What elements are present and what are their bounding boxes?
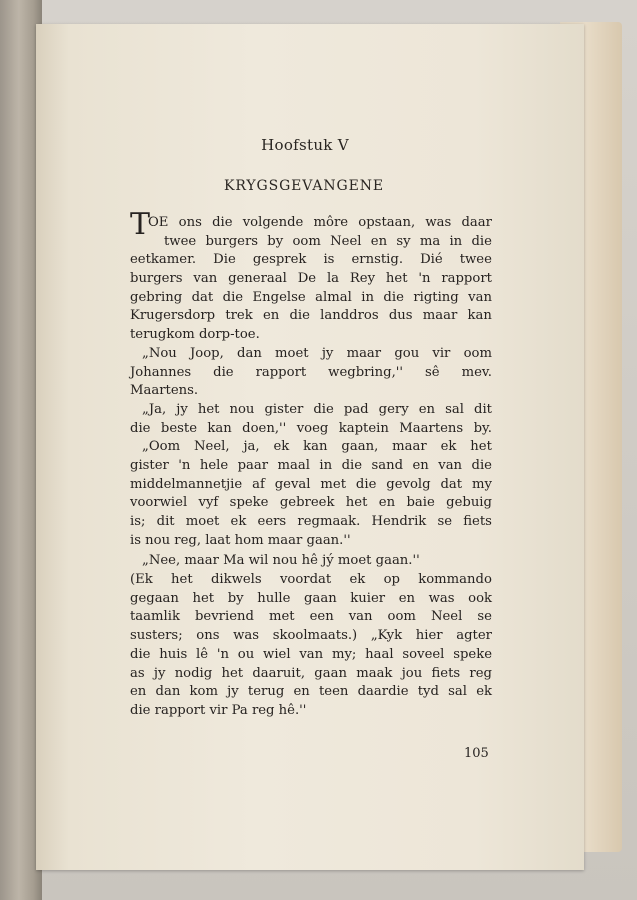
text-line: „Ja, jy het nou gister die pad gery en sal dit: [142, 401, 492, 417]
text-line: terugkom dorp-toe.: [130, 327, 260, 343]
text-line: „Oom Neel, ja, ek kan gaan, maar ek het: [142, 439, 492, 455]
text-line: „Nee, maar Ma wil nou hê jý moet gaan.'': [142, 553, 420, 569]
drop-cap: T: [130, 207, 151, 242]
text-line: burgers van generaal De la Rey het 'n rapport: [130, 271, 492, 287]
text-line: is; dit moet ek eers regmaak. Hendrik se fiets: [130, 514, 492, 529]
text-line: Johannes die rapport wegbring,'' sê mev.: [130, 364, 492, 380]
body-text: [130, 214, 492, 721]
text-line: OE ons die volgende môre opstaan, was daar: [148, 215, 492, 230]
page-number: 105: [464, 746, 489, 761]
text-line: gebring dat die Engelse almal in die rigting van: [130, 289, 492, 305]
text-line: is nou reg, laat hom maar gaan.'': [130, 532, 351, 548]
text-line: middelmannetjie af geval met die gevolg dat my: [130, 476, 492, 492]
chapter-title: KRYGSGEVANGENE: [224, 178, 384, 194]
chapter-heading: Hoofstuk V: [261, 136, 349, 154]
text-line: gister 'n hele paar maal in die sand en van die: [130, 457, 492, 473]
text-line: die beste kan doen,'' voeg kaptein Maartens by.: [130, 420, 492, 436]
text-line: die rapport vir Pa reg hê.'': [130, 702, 307, 718]
text-line: Krugersdorp trek en die landdros dus maar kan: [130, 308, 492, 324]
text-line: Maartens.: [130, 383, 199, 399]
text-line: (Ek het dikwels voordat ek op kommando: [130, 572, 492, 588]
text-line: as jy nodig het daaruit, gaan maak jou fiets reg: [130, 665, 492, 681]
text-line: eetkamer. Die gesprek is ernstig. Dié twee: [130, 252, 492, 268]
text-line: en dan kom jy terug en teen daardie tyd sal ek: [130, 684, 492, 700]
text-line: taamlik bevriend met een van oom Neel se: [130, 609, 492, 625]
text-line: voorwiel vyf speke gebreek het en baie gebuig: [130, 495, 492, 511]
text-line: twee burgers by oom Neel en sy ma in die: [164, 233, 492, 249]
text-line: gegaan het by hulle gaan kuier en was ook: [130, 590, 492, 606]
text-line: susters; ons was skoolmaats.) „Kyk hier agter: [130, 628, 492, 644]
text-line: „Nou Joop, dan moet jy maar gou vir oom: [142, 345, 492, 361]
text-line: die huis lê 'n ou wiel van my; haal soveel speke: [130, 646, 492, 662]
